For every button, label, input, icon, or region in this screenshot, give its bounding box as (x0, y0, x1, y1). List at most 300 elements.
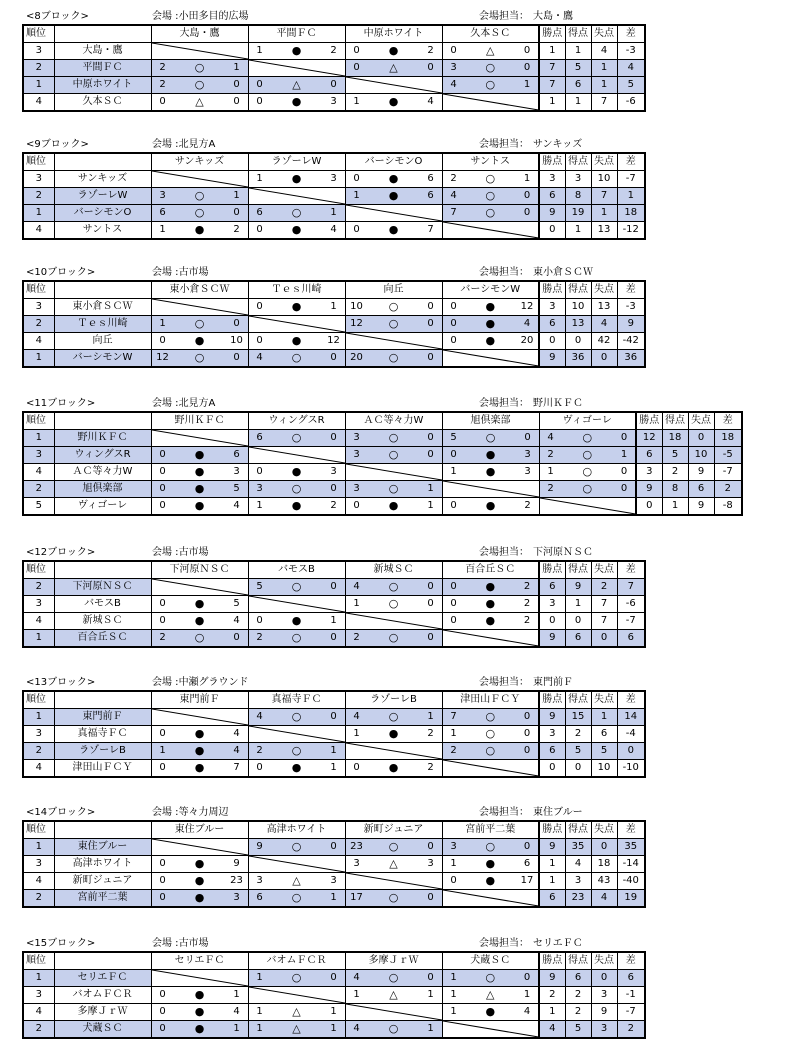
team-ga: 0 (591, 839, 617, 856)
team-ga: 10 (591, 171, 617, 188)
loss-mark: ● (194, 334, 205, 347)
opponent-header: バモスB (248, 561, 345, 579)
match-result (345, 171, 442, 188)
team-diff: -1 (617, 987, 645, 1004)
pts-header: 勝点 (539, 952, 565, 970)
draw-mark: △ (195, 95, 204, 108)
score-for: 4 (353, 1023, 360, 1034)
match-result (151, 726, 248, 743)
team-ga: 7 (591, 596, 617, 613)
score (346, 839, 442, 855)
match-result (151, 447, 248, 464)
manager-prefix: 会場担当： (479, 547, 529, 558)
score (249, 498, 345, 514)
score-against: 0 (330, 632, 337, 643)
score-against: 0 (427, 841, 434, 852)
score-for: 3 (353, 432, 360, 443)
score (152, 856, 248, 872)
score-against: 0 (330, 483, 337, 494)
score-for: 3 (353, 483, 360, 494)
team-row (23, 630, 645, 648)
score-against: 4 (233, 728, 240, 739)
team-rank: 2 (23, 579, 54, 596)
win-mark: ○ (485, 710, 496, 723)
score-for: 1 (450, 858, 457, 869)
loss-mark: ● (485, 317, 496, 330)
venue-text (152, 546, 209, 560)
team-rank: 2 (23, 188, 54, 205)
ga-header: 失点 (591, 281, 617, 299)
match-result (248, 743, 345, 760)
team-gf: 36 (565, 350, 591, 368)
team-ga: 3 (591, 1021, 617, 1039)
score-against: 0 (330, 841, 337, 852)
team-pts: 6 (539, 188, 565, 205)
win-mark: ○ (194, 189, 205, 202)
score-against: 1 (233, 989, 240, 1000)
team-pts: 6 (539, 743, 565, 760)
team-pts: 1 (539, 856, 565, 873)
score-against: 6 (427, 190, 434, 201)
win-mark: ○ (388, 597, 399, 610)
team-rank: 4 (23, 222, 54, 240)
self-match-cell (248, 596, 345, 613)
self-match-cell (151, 171, 248, 188)
loss-mark: ● (291, 334, 302, 347)
name-header (54, 691, 151, 709)
opponent-header: 宮前平二葉 (442, 821, 539, 839)
loss-mark: ● (194, 761, 205, 774)
name-header (54, 25, 151, 43)
diff-header: 差 (714, 412, 742, 430)
win-mark: ○ (291, 580, 302, 593)
team-diff: 9 (617, 316, 645, 333)
team-name: 犬蔵ＳＣ (54, 1021, 151, 1039)
team-name: セリエＦＣ (54, 970, 151, 987)
score-against: 0 (330, 79, 337, 90)
loss-mark: ● (194, 465, 205, 478)
score (346, 498, 442, 514)
score-for: 0 (450, 598, 457, 609)
team-diff: 18 (617, 205, 645, 222)
venue-prefix: 会場 : (152, 677, 179, 688)
team-gf: 8 (662, 481, 688, 498)
score-for: 0 (159, 875, 166, 886)
match-result (345, 709, 442, 726)
team-rank: 2 (23, 316, 54, 333)
score-against: 12 (327, 335, 340, 346)
score (152, 60, 248, 76)
pts-header: 勝点 (539, 281, 565, 299)
team-diff: -10 (617, 760, 645, 778)
win-mark: ○ (291, 206, 302, 219)
team-gf: 2 (662, 464, 688, 481)
header-row (23, 561, 645, 579)
match-result (248, 481, 345, 498)
match-result (442, 447, 539, 464)
team-pts: 4 (539, 1021, 565, 1039)
score (443, 987, 539, 1003)
match-result (345, 596, 442, 613)
header-row (23, 412, 742, 430)
rank-header: 順位 (23, 952, 54, 970)
match-result (345, 316, 442, 333)
score (249, 464, 345, 480)
team-ga: 2 (591, 579, 617, 596)
team-diff: 14 (617, 709, 645, 726)
score-for: 0 (450, 335, 457, 346)
win-mark: ○ (194, 61, 205, 74)
venue-prefix: 会場 : (152, 398, 179, 409)
score (152, 613, 248, 629)
loss-mark: ● (485, 465, 496, 478)
team-pts: 0 (539, 613, 565, 630)
match-result (345, 430, 442, 447)
score-for: 0 (450, 318, 457, 329)
score (443, 316, 539, 332)
venue-prefix: 会場 : (152, 938, 179, 949)
team-gf: 1 (565, 596, 591, 613)
score-against: 0 (427, 432, 434, 443)
manager-text (479, 546, 593, 560)
block-title: <12ブロック> (26, 547, 96, 558)
match-result (248, 77, 345, 94)
win-mark: ○ (485, 744, 496, 757)
match-result (151, 1004, 248, 1021)
team-rank: 3 (23, 596, 54, 613)
score (443, 171, 539, 187)
venue-text (152, 937, 209, 951)
team-rank: 3 (23, 726, 54, 743)
score-against: 0 (620, 432, 628, 443)
opponent-header: 百合丘ＳＣ (442, 561, 539, 579)
score-against: 0 (330, 352, 337, 363)
score-against: 0 (330, 581, 337, 592)
team-gf: 1 (565, 222, 591, 240)
score-against: 2 (427, 762, 434, 773)
score (152, 333, 248, 349)
match-result (248, 333, 345, 350)
team-pts: 1 (539, 873, 565, 890)
team-rank: 3 (23, 987, 54, 1004)
win-mark: ○ (388, 351, 399, 364)
team-row (23, 60, 645, 77)
score-for: 1 (256, 972, 263, 983)
score-against: 4 (523, 318, 531, 329)
score-for: 0 (256, 615, 263, 626)
score-for: 0 (159, 335, 166, 346)
score-against: 4 (427, 96, 434, 107)
team-gf: 6 (565, 630, 591, 648)
standings-table (22, 951, 646, 1039)
gf-header: 得点 (565, 25, 591, 43)
win-mark: ○ (388, 710, 399, 723)
score-against: 1 (233, 190, 240, 201)
self-match-cell (345, 613, 442, 630)
manager-prefix: 会場担当： (479, 11, 529, 22)
match-result (151, 630, 248, 648)
header-row (23, 952, 645, 970)
header-row (23, 821, 645, 839)
score-for: 10 (350, 301, 363, 312)
score (540, 464, 636, 480)
win-mark: ○ (388, 1022, 399, 1035)
score-against: 2 (427, 45, 434, 56)
score-for: 0 (256, 224, 263, 235)
opponent-header: セリエＦＣ (151, 952, 248, 970)
team-row (23, 77, 645, 94)
score (152, 222, 248, 238)
loss-mark: ● (194, 988, 205, 1001)
score-against: 0 (427, 972, 434, 983)
pts-header: 勝点 (539, 691, 565, 709)
loss-mark: ● (388, 95, 399, 108)
score-for: 0 (159, 449, 166, 460)
team-ga: 0 (591, 970, 617, 987)
score (443, 596, 539, 612)
score-for: 5 (256, 581, 263, 592)
score-for: 0 (450, 45, 457, 56)
score-for: 7 (450, 207, 457, 218)
team-name: 真福寺ＦＣ (54, 726, 151, 743)
venue-prefix: 会場 : (152, 547, 179, 558)
team-name: サントス (54, 222, 151, 240)
match-result (151, 856, 248, 873)
team-diff: -7 (714, 464, 742, 481)
opponent-header: 下河原ＮＳＣ (151, 561, 248, 579)
score (540, 481, 636, 497)
win-mark: ○ (291, 351, 302, 364)
score-for: 6 (256, 892, 263, 903)
win-mark: ○ (388, 482, 399, 495)
score-against: 4 (523, 1006, 531, 1017)
score-for: 0 (159, 598, 166, 609)
opponent-header: 新城ＳＣ (345, 561, 442, 579)
team-row (23, 613, 645, 630)
manager-text (479, 266, 593, 280)
score (443, 579, 539, 595)
score-for: 2 (159, 632, 166, 643)
score (443, 1004, 539, 1020)
team-diff: -12 (617, 222, 645, 240)
score-for: 9 (256, 841, 263, 852)
score-against: 0 (523, 45, 531, 56)
score-against: 6 (427, 173, 434, 184)
opponent-header: ウィングスR (248, 412, 345, 430)
opponent-header: ラゾーレW (248, 153, 345, 171)
match-result (248, 299, 345, 316)
score (152, 447, 248, 463)
team-gf: 2 (565, 726, 591, 743)
team-row (23, 94, 645, 112)
score-against: 4 (233, 500, 240, 511)
score-against: 0 (523, 207, 531, 218)
block-14 (22, 806, 646, 908)
loss-mark: ● (485, 1005, 496, 1018)
team-diff: -6 (617, 94, 645, 112)
score (152, 205, 248, 221)
match-result (345, 579, 442, 596)
match-result (539, 430, 636, 447)
score (249, 743, 345, 759)
team-rank: 1 (23, 839, 54, 856)
block-header (22, 806, 646, 820)
opponent-header: ラゾーレB (345, 691, 442, 709)
score-against: 2 (523, 598, 531, 609)
team-name: 久本ＳＣ (54, 94, 151, 112)
opponent-header: ヴィゴーレ (539, 412, 636, 430)
match-result (442, 188, 539, 205)
win-mark: ○ (291, 482, 302, 495)
team-gf: 1 (565, 43, 591, 60)
team-ga: 7 (591, 613, 617, 630)
team-gf: 10 (565, 299, 591, 316)
match-result (248, 873, 345, 890)
team-gf: 13 (565, 316, 591, 333)
match-result (151, 873, 248, 890)
score-against: 2 (330, 45, 337, 56)
team-row (23, 873, 645, 890)
ga-header: 失点 (688, 412, 714, 430)
match-result (248, 464, 345, 481)
score-for: 0 (353, 500, 360, 511)
gf-header: 得点 (565, 561, 591, 579)
team-pts: 7 (539, 77, 565, 94)
team-diff: 2 (714, 481, 742, 498)
loss-mark: ● (291, 95, 302, 108)
score-against: 2 (233, 224, 240, 235)
score-against: 0 (620, 483, 628, 494)
match-result (151, 1021, 248, 1039)
score (249, 760, 345, 776)
team-pts: 9 (539, 350, 565, 368)
manager-text (479, 138, 582, 152)
rank-header: 順位 (23, 691, 54, 709)
draw-mark: △ (486, 44, 495, 57)
diff-header: 差 (617, 153, 645, 171)
score (249, 890, 345, 906)
header-row (23, 153, 645, 171)
diff-header: 差 (617, 691, 645, 709)
score (152, 316, 248, 332)
win-mark: ○ (388, 840, 399, 853)
score-for: 3 (159, 190, 166, 201)
score-for: 0 (450, 581, 457, 592)
team-rank: 4 (23, 333, 54, 350)
team-gf: 23 (565, 890, 591, 908)
venue-text (152, 10, 249, 24)
block-title: <15ブロック> (26, 938, 96, 949)
score-for: 4 (256, 352, 263, 363)
team-rank: 4 (23, 613, 54, 630)
loss-mark: ● (194, 1022, 205, 1035)
score (249, 579, 345, 595)
team-pts: 1 (539, 1004, 565, 1021)
manager-prefix: 会場担当： (479, 398, 529, 409)
team-rank: 2 (23, 60, 54, 77)
score (346, 350, 442, 366)
team-ga: 0 (688, 430, 714, 447)
manager-name: 下河原ＮＳＣ (533, 547, 593, 558)
match-result (442, 498, 539, 516)
team-pts: 3 (539, 726, 565, 743)
team-name: 向丘 (54, 333, 151, 350)
match-result (151, 350, 248, 368)
loss-mark: ● (194, 874, 205, 887)
score (152, 760, 248, 776)
team-diff: 5 (617, 77, 645, 94)
score-for: 1 (450, 1006, 457, 1017)
rank-header: 順位 (23, 412, 54, 430)
match-result (442, 709, 539, 726)
score-for: 0 (450, 449, 457, 460)
score-against: 0 (523, 972, 531, 983)
team-ga: 18 (591, 856, 617, 873)
score-for: 1 (159, 224, 166, 235)
score-against: 17 (520, 875, 534, 886)
score (249, 430, 345, 446)
score (249, 333, 345, 349)
score-for: 1 (450, 466, 457, 477)
match-result (345, 760, 442, 778)
opponent-header: ＡＣ等々力W (345, 412, 442, 430)
self-match-cell (345, 205, 442, 222)
score-against: 0 (524, 432, 531, 443)
score-for: 1 (353, 190, 360, 201)
score-for: 0 (256, 301, 263, 312)
match-result (345, 630, 442, 648)
score-against: 2 (523, 615, 531, 626)
score-against: 0 (523, 190, 531, 201)
team-pts: 2 (539, 987, 565, 1004)
score-for: 0 (159, 615, 166, 626)
self-match-cell (248, 987, 345, 1004)
score (346, 188, 442, 204)
score-for: 2 (353, 632, 360, 643)
block-title: <8ブロック> (26, 11, 89, 22)
team-name: バーシモンW (54, 350, 151, 368)
score (346, 970, 442, 986)
self-match-cell (345, 333, 442, 350)
loss-mark: ● (485, 597, 496, 610)
ga-header: 失点 (591, 25, 617, 43)
score-for: 4 (450, 79, 457, 90)
score-for: 0 (159, 989, 166, 1000)
score-against: 0 (233, 207, 240, 218)
match-result (248, 760, 345, 778)
opponent-header: バオムＦＣＲ (248, 952, 345, 970)
team-rank: 3 (23, 856, 54, 873)
match-result (345, 299, 442, 316)
team-row (23, 856, 645, 873)
score-against: 1 (427, 500, 434, 511)
score (443, 856, 539, 872)
score-for: 20 (350, 352, 363, 363)
match-result (248, 613, 345, 630)
manager-text (479, 10, 573, 24)
team-name: ＡＣ等々力W (54, 464, 151, 481)
name-header (54, 281, 151, 299)
manager-text (479, 937, 583, 951)
score (443, 299, 539, 315)
opponent-header: 久本ＳＣ (442, 25, 539, 43)
match-result (151, 188, 248, 205)
team-rank: 2 (23, 743, 54, 760)
team-gf: 5 (565, 60, 591, 77)
team-rank: 1 (23, 350, 54, 368)
match-result (248, 1004, 345, 1021)
match-result (151, 498, 248, 516)
